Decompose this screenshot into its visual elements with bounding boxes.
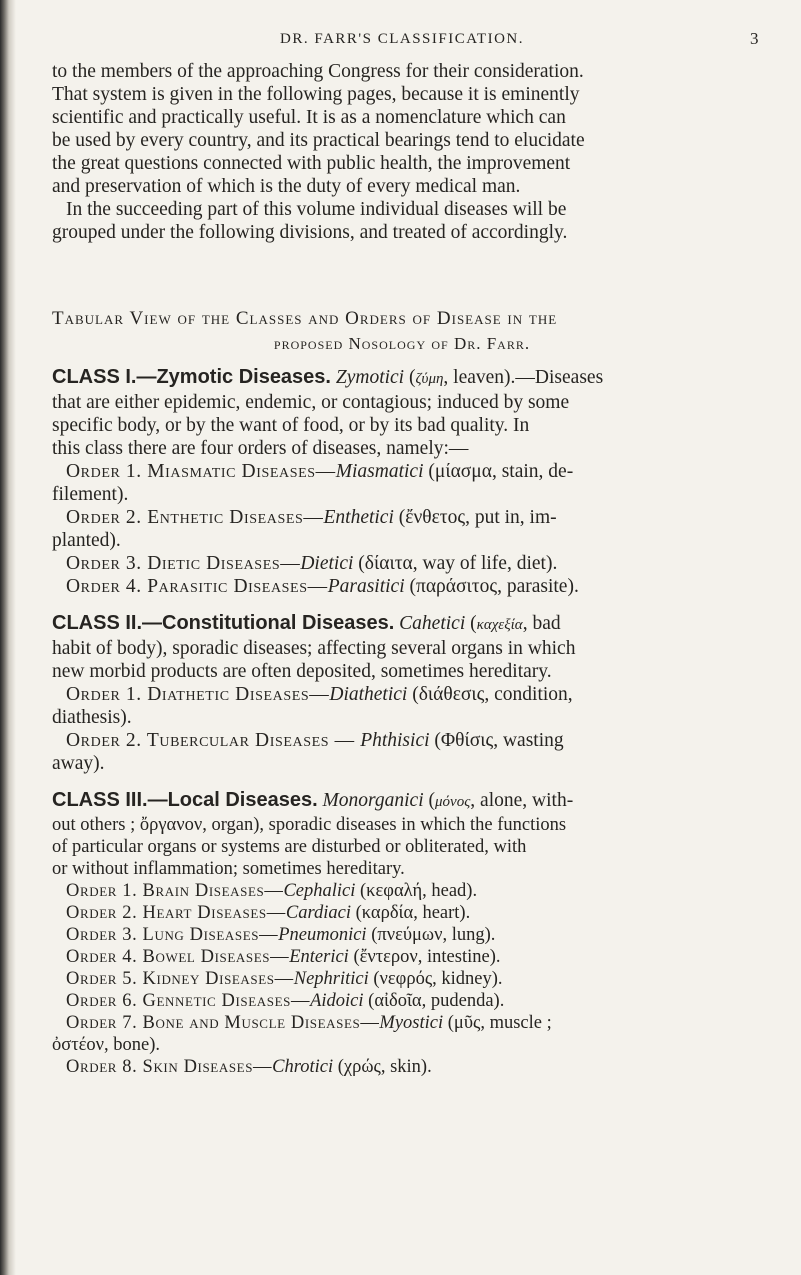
intro-line: the great questions connected with public health, the improvement — [52, 153, 571, 174]
order-label: Order 6. Gennetic Diseases— — [66, 991, 311, 1011]
order-label: Order 1. Brain Diseases— — [66, 881, 284, 901]
order-entry — [52, 880, 752, 902]
order-entry — [52, 1012, 752, 1034]
class-3-line: out others ; ὄργανον, organ), sporadic diseases in which the functions — [52, 815, 567, 835]
book-page — [52, 28, 760, 1078]
order-entry — [52, 1056, 752, 1078]
class-2-line: habit of body), sporadic diseases; affecting several organs in which — [52, 638, 576, 659]
order-label: Order 4. Bowel Diseases— — [66, 947, 290, 967]
order-gloss: (χρώς, skin). — [333, 1057, 432, 1077]
order-label: Order 5. Kidney Diseases— — [66, 969, 294, 989]
order-entry — [52, 946, 752, 968]
class-1-latin: Zymotici — [335, 367, 405, 388]
class-2-orders — [52, 683, 752, 775]
intro-line: to the members of the approaching Congress for their consideration. — [52, 61, 584, 82]
order-continuation: ὀστέον, bone). — [52, 1035, 161, 1055]
order-latin: Chrotici — [272, 1057, 334, 1077]
class-1-orders — [52, 460, 752, 598]
order-entry — [52, 575, 752, 598]
order-gloss: (δίαιτα, way of life, diet). — [353, 553, 558, 574]
order-gloss: (αἰδοῖα, pudenda). — [363, 991, 505, 1011]
class-3-paragraph: CLASS III.—Local Diseases. Monorganici (μόνος, alone, with- — [52, 789, 574, 811]
order-label: Order 7. Bone and Muscle Diseases— — [66, 1013, 380, 1033]
order-gloss: (καρδία, heart). — [350, 903, 471, 923]
order-label: Order 3. Lung Diseases— — [66, 925, 279, 945]
order-latin: Cephalici — [283, 881, 356, 901]
order-gloss: (νεφρός, kidney). — [368, 969, 503, 989]
intro-line: grouped under the following divisions, and treated of accordingly. — [52, 222, 568, 243]
order-gloss: (ἔντερον, intestine). — [348, 947, 501, 967]
class-3-line: or without inflammation; sometimes hereditary. — [52, 859, 405, 879]
order-label: Order 8. Skin Diseases— — [66, 1057, 273, 1077]
class-1-heading: CLASS I.—Zymotic Diseases. — [52, 366, 331, 388]
order-latin: Pneumonici — [278, 925, 367, 945]
class-1-line: this class there are four orders of diseases, namely:— — [52, 438, 469, 459]
order-entry — [52, 729, 752, 752]
order-latin: Myostici — [379, 1013, 444, 1033]
order-entry — [52, 552, 752, 575]
page-number: 3 — [750, 29, 760, 48]
order-label: Order 2. Heart Diseases— — [66, 903, 286, 923]
class-3-greek: μόνος — [435, 794, 471, 810]
order-gloss: (παράσιτος, parasite). — [404, 576, 579, 597]
order-entry — [52, 924, 752, 946]
order-latin: Aidoici — [310, 991, 364, 1011]
intro-line: In the succeeding part of this volume individual diseases will be — [66, 199, 567, 220]
intro-line: scientific and practically useful. It is as a nomenclature which can — [52, 107, 566, 128]
table-title-line2: proposed Nosology of Dr. Farr. — [273, 334, 531, 353]
order-entry — [52, 968, 752, 990]
order-entry — [52, 683, 752, 706]
order-label: Order 1. Miasmatic Diseases— — [66, 461, 336, 482]
class-3-line: of particular organs or systems are disturbed or obliterated, with — [52, 837, 527, 857]
class-3-heading: CLASS III.—Local Diseases. — [52, 789, 318, 811]
order-entry — [52, 506, 752, 529]
order-latin: Parasitici — [327, 576, 405, 597]
order-entry — [52, 902, 752, 924]
order-gloss: (μίασμα, stain, de- — [423, 461, 574, 482]
table-title: Tabular View of the Classes and Orders of Disease in the — [52, 308, 558, 329]
order-gloss: (πνεύμων, lung). — [366, 925, 496, 945]
class-2-heading: CLASS II.—Constitutional Diseases. — [52, 612, 395, 634]
class-3-latin: Monorganici — [322, 790, 424, 811]
class-3-orders — [52, 880, 752, 1078]
order-continuation: away). — [52, 753, 105, 774]
order-latin: Cardiaci — [285, 903, 351, 923]
order-label: Order 2. Tubercular Diseases — — [66, 730, 361, 751]
class-2-greek: καχεξία — [476, 617, 523, 633]
page-binding-edge — [0, 0, 16, 1275]
order-entry — [52, 990, 752, 1012]
order-gloss: (κεφαλή, head). — [355, 881, 478, 901]
order-gloss: (μῦς, muscle ; — [443, 1013, 552, 1033]
order-gloss: (Φθίσις, wasting — [429, 730, 564, 751]
intro-line: be used by every country, and its practical bearings tend to elucidate — [52, 130, 585, 151]
intro-line: That system is given in the following pages, because it is eminently — [52, 84, 580, 105]
order-continuation: diathesis). — [52, 707, 132, 728]
order-gloss: (διάθεσις, condition, — [407, 684, 573, 705]
order-label: Order 3. Dietic Diseases— — [66, 553, 301, 574]
order-label: Order 2. Enthetic Diseases— — [66, 507, 324, 528]
order-label: Order 1. Diathetic Diseases— — [66, 684, 330, 705]
class-2-latin: Cahetici — [399, 613, 466, 634]
class-1-line: specific body, or by the want of food, or by its bad quality. In — [52, 415, 530, 436]
class-1-paragraph: CLASS I.—Zymotic Diseases. Zymotici (ζύμη, leaven).—Diseases — [52, 366, 604, 388]
order-latin: Miasmatici — [335, 461, 424, 482]
class-2-line: new morbid products are often deposited, sometimes hereditary. — [52, 661, 552, 682]
running-head — [52, 28, 760, 50]
order-gloss: (ἔνθετος, put in, im- — [393, 507, 557, 528]
order-latin: Phthisici — [360, 730, 430, 751]
order-latin: Nephritici — [293, 969, 369, 989]
class-1-greek: ζύμη — [415, 371, 444, 387]
order-latin: Enthetici — [323, 507, 394, 528]
running-title: DR. FARR'S CLASSIFICATION. — [280, 31, 524, 47]
order-continuation: filement). — [52, 484, 129, 505]
order-continuation: planted). — [52, 530, 121, 551]
order-latin: Enterici — [289, 947, 349, 967]
order-latin: Diathetici — [329, 684, 408, 705]
order-label: Order 4. Parasitic Diseases— — [66, 576, 328, 597]
intro-line: and preservation of which is the duty of every medical man. — [52, 176, 521, 197]
order-latin: Dietici — [300, 553, 354, 574]
class-1-line: that are either epidemic, endemic, or contagious; induced by some — [52, 392, 570, 413]
class-2-paragraph: CLASS II.—Constitutional Diseases. Cahetici (καχεξία, bad — [52, 612, 561, 634]
order-entry — [52, 460, 752, 483]
